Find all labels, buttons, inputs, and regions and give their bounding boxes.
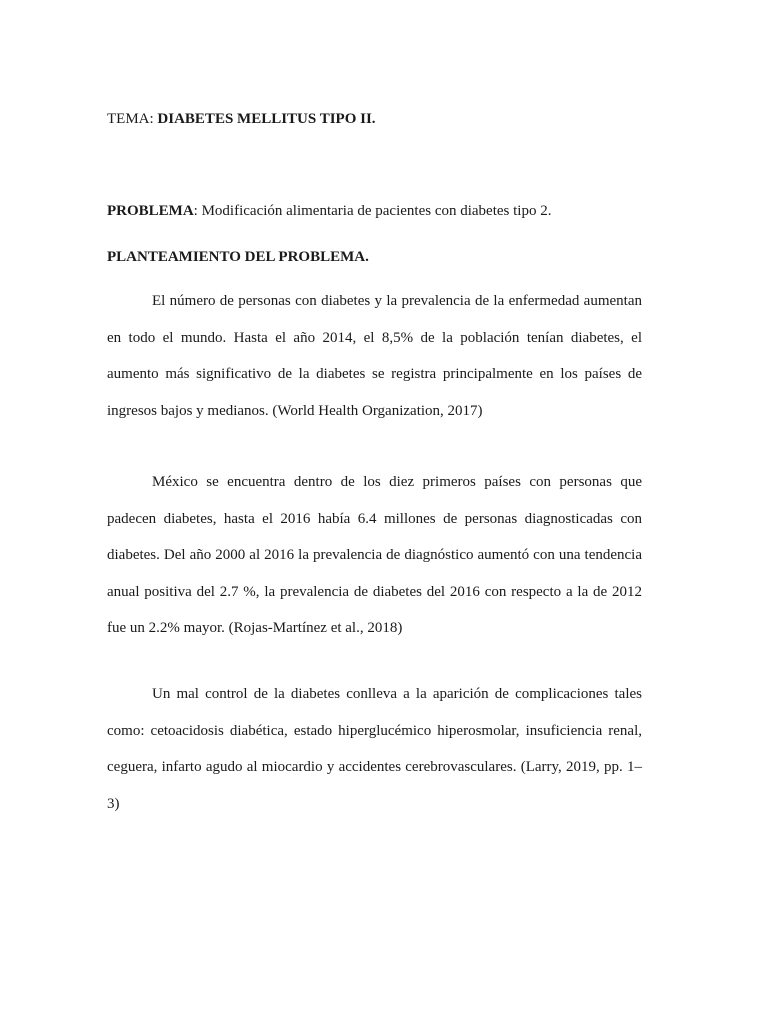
problem-label: PROBLEMA [107,203,194,219]
topic-title: DIABETES MELLITUS TIPO II. [157,111,376,127]
paragraph-2: México se encuentra dentro de los diez primeros países con personas que padecen diabetes, hasta el 2016 había 6.4 millones de personas diagnosticadas con diabetes. Del año 2000 al 2016 la prevalencia de diagnóstico aumentó con una tendencia anual positiva del 2.7 %, la prevalencia de diabetes del 2016 con respecto a la de 2012 fue un 2.2% mayor. (Rojas-Martínez et al., 2018) [107,474,642,636]
paragraph-1: El número de personas con diabetes y la prevalencia de la enfermedad aumentan en todo el mundo. Hasta el año 2014, el 8,5% de la población tenían diabetes, el aumento más significativo de la diabetes se registra principalmente en los países de ingresos bajos y medianos. (World Health Organization, 2017) [107,293,642,419]
problem-text: : Modificación alimentaria de pacientes con diabetes tipo 2. [193,203,552,219]
topic-label: TEMA: [107,111,158,127]
problem-line [107,201,642,221]
paragraph-3: Un mal control de la diabetes conlleva a la aparición de complicaciones tales como: cetoacidosis diabética, estado hiperglucémico hiperosmolar, insuficiencia renal, ceguera, infarto agudo al miocardio y accidentes cerebrovasculares. (Larry, 2019, pp. 1–3) [107,686,642,812]
problem-statement-heading: PLANTEAMIENTO DEL PROBLEMA. [107,249,369,265]
topic-line [107,109,642,129]
